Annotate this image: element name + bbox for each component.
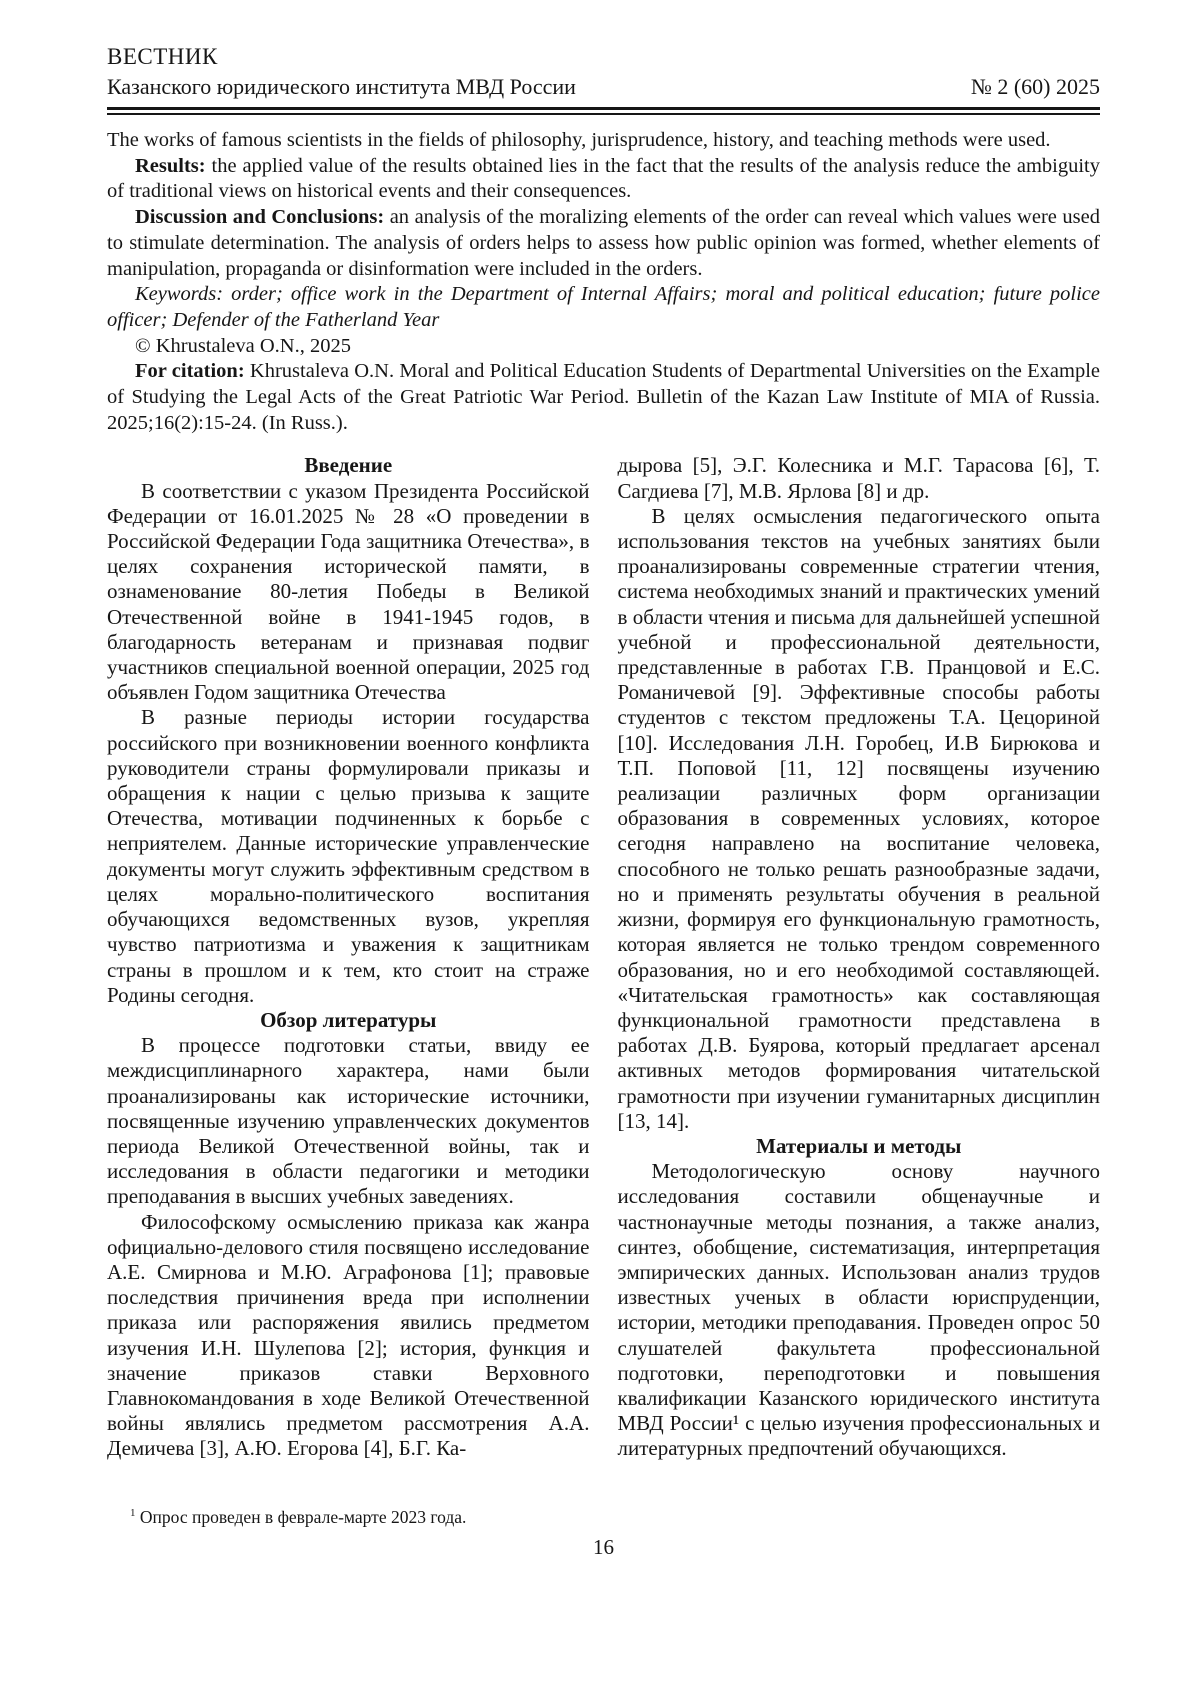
discussion-label: Discussion and Conclusions: <box>135 206 385 229</box>
section-heading-introduction: Введение <box>304 453 393 478</box>
page-number: 16 <box>593 1535 614 1560</box>
abstract-discussion-paragraph <box>107 205 1100 282</box>
page-content <box>107 0 1100 1560</box>
journal-subtitle-row <box>107 74 1100 100</box>
right-column <box>618 453 1101 1461</box>
results-label: Results: <box>135 154 206 177</box>
issue-number: № 2 (60) 2025 <box>970 74 1100 99</box>
copyright-line: © Khrustaleva O.N., 2025 <box>135 334 351 357</box>
footnote <box>107 1502 1100 1528</box>
section-heading-materials-methods: Материалы и методы <box>756 1133 962 1158</box>
review-paragraph-3: В целях осмысления педагогического опыта использования текстов на учебных занятиях были проанализированы современные стратегии чтения, система необходимых знаний и практических умений в области чтения и письма для дальнейшей успешной учебной и профессиональной деятельности, представленные в работах Г.В. Пранцовой и Е.С. Романичевой [9]. Эффективные способы работы студентов с текстом предложены Т.А. Цецориной [10]. Исследования Л.Н. Горобец, И.В Бирюкова и Т.П. Поповой [11, 12] посвящены изучению реализации различных форм организации образования в современных условиях, которое сегодня направлено на воспитание человека, способного не только решать разнообразные задачи, но и применять результаты обучения в реальной жизни, формируя его функциональную грамотность, которая является не только трендом современного образования, но и его необходимой составляющей. «Читательская грамотность» как составляющая функциональной грамотности представлена в работах Д.В. Буярова, который предлагает арсенал активных методов формирования читательской грамотности при изучении гуманитарных дисциплин [13, 14]. <box>617 503 1100 1133</box>
keywords-paragraph: Keywords: order; office work in the Department of Internal Affairs; moral and political education; future police officer; Defender of the Fatherland Year <box>107 283 1100 331</box>
abstract-section <box>107 128 1100 436</box>
review-paragraph-2: Философскому осмыслению приказа как жанра официально-делового стиля посвящено исследование А.Е. Смирнова и М.Ю. Аграфонова [1]; правовые последствия причинения вреда при исполнении приказа или распоряжения явились предметом изучения И.Н. Шулепова [2]; история, функция и значение приказов ставки Верховного Главнокомандования в ходе Великой Отечественной войны являлись предметом рассмотрения А.А. Демичева [3], А.Ю. Егорова [4], Б.Г. Ка- <box>107 1209 590 1461</box>
citation-paragraph <box>107 359 1100 436</box>
review-paragraph-1: В процессе подготовки статьи, ввиду ее междисциплинарного характера, нами были проанализированы как исторические источники, посвященные изучению управленческих документов периода Великой Отечественной войны, так и исследования в области педагогики и методики преподавания в высших учебных заведениях. <box>107 1033 590 1209</box>
abstract-sources-paragraph: The works of famous scientists in the fields of philosophy, jurisprudence, history, and teaching methods were used. <box>107 129 1051 151</box>
discussion-text: an analysis of the moralizing elements of the order can reveal which values were used to stimulate determination. The analysis of orders helps to assess how public opinion was formed, whether elements of manipulation, propaganda or disinformation were included in the orders. <box>107 206 1100 280</box>
left-column <box>107 453 590 1461</box>
footnote-text: Опрос проведен в феврале-марте 2023 года. <box>135 1506 467 1527</box>
header-divider <box>107 107 1100 115</box>
section-heading-literature-review: Обзор литературы <box>260 1007 437 1032</box>
page-header <box>107 0 1100 115</box>
review-paragraph-2-continued: дырова [5], Э.Г. Колесника и М.Г. Тарасова [6], Т. Сагдиева [7], М.В. Ярлова [8] и др. <box>617 453 1100 503</box>
footnote-marker: 1 <box>130 1506 136 1519</box>
results-text: the applied value of the results obtained lies in the fact that the results of the analysis reduce the ambiguity of traditional views on historical events and their consequences. <box>107 154 1100 203</box>
intro-paragraph-2: В разные периоды истории государства российского при возникновении военного конфликта руководители страны формулировали приказы и обращения к нации с целью призыва к защите Отечества, мотивации подчиненных к борьбе с неприятелем. Данные исторические управленческие документы могут служить эффективным средством в целях морально-политического воспитания обучающихся ведомственных вузов, укрепляя чувство патриотизма и уважения к защитникам страны в прошлом и к тем, кто стоит на страже Родины сегодня. <box>107 705 590 1007</box>
journal-subtitle: Казанского юридического института МВД России <box>107 74 576 99</box>
journal-title: ВЕСТНИК <box>107 44 218 69</box>
abstract-results-paragraph <box>107 154 1100 205</box>
article-body <box>107 453 1100 1461</box>
methods-paragraph-1: Методологическую основу научного исследования составили общенаучные и частнонаучные методы познания, а также анализ, синтез, обобщение, систематизация, интерпретация эмпирических данных. Использован анализ трудов известных ученых в области юриспруденции, истории, методики преподавания. Проведен опрос 50 слушателей факультета профессиональной подготовки, переподготовки и повышения квалификации Казанского юридического института МВД России¹ с целью изучения профессиональных и литературных предпочтений обучающихся. <box>617 1159 1100 1461</box>
citation-text: Khrustaleva O.N. Moral and Political Education Students of Departmental Universities on the Example of Studying the Legal Acts of the Great Patriotic War Period. Bulletin of the Kazan Law Institute of MIA of Russia. 2025;16(2):15-24. (In Russ.). <box>107 360 1100 434</box>
citation-label: For citation: <box>135 360 245 383</box>
intro-paragraph-1: В соответствии с указом Президента Российской Федерации от 16.01.2025 № 28 «О проведении в Российской Федерации Года защитника Отечества», в целях сохранения исторической памяти, в ознаменование 80-летия Победы в Великой Отечественной войне в 1941-1945 годов, в благодарность ветеранам и признавая подвиг участников специальной военной операции, 2025 год объявлен Годом защитника Отечества <box>107 478 590 705</box>
